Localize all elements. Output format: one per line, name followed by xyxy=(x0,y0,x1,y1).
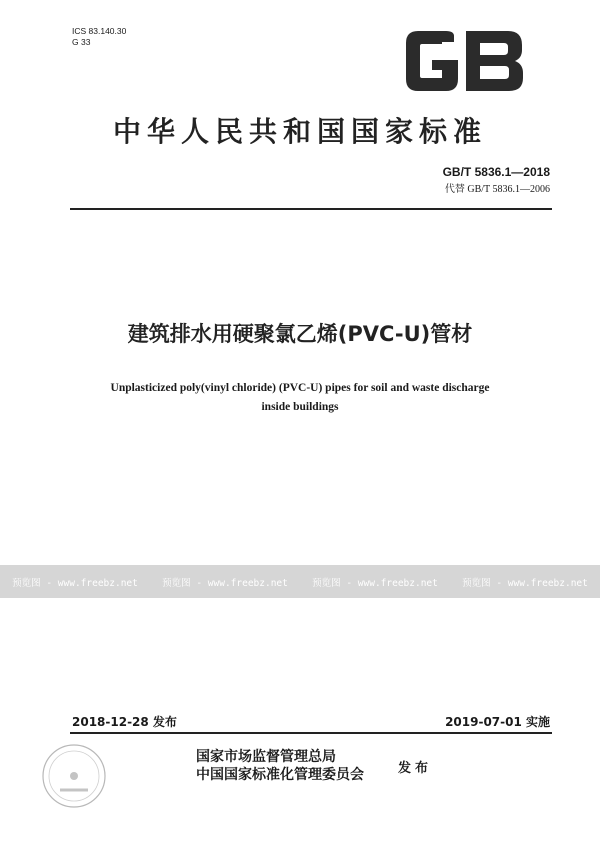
watermark-text: 预览图 - www.freebz.net xyxy=(12,577,138,589)
footer-divider xyxy=(70,732,552,734)
implementation-date: 2019-07-01 实施 xyxy=(445,715,550,729)
watermark-band xyxy=(0,565,600,598)
ccs-code: G 33 xyxy=(72,37,91,47)
replaces-standard: 代替 GB/T 5836.1—2006 xyxy=(444,184,550,195)
issuer-line-1: 国家市场监督管理总局 xyxy=(196,749,336,765)
watermark-text: 预览图 - www.freebz.net xyxy=(312,577,438,589)
chinese-title: 建筑排水用硬聚氯乙烯(PVC-U)管材 xyxy=(127,322,473,346)
issue-date: 2018-12-28 发布 xyxy=(72,715,177,729)
ics-code: ICS 83.140.30 xyxy=(72,26,127,36)
english-title xyxy=(50,379,550,417)
standard-code xyxy=(443,165,550,195)
standard-number: GB/T 5836.1—2018 xyxy=(442,165,550,179)
watermark-text: 预览图 - www.freebz.net xyxy=(462,577,588,589)
watermark-text: 预览图 - www.freebz.net xyxy=(162,577,288,589)
stamp-seal-icon xyxy=(38,740,110,812)
standard-type-heading: 中华人民共和国国家标准 xyxy=(112,115,487,148)
header-divider xyxy=(70,208,552,210)
classification-codes xyxy=(72,26,126,48)
issue-label: 发布 xyxy=(398,761,433,776)
english-title-line-2: inside buildings xyxy=(261,401,339,413)
english-title-line-1: Unplasticized poly(vinyl chloride) (PVC-U) pipes for soil and waste discharge xyxy=(110,382,490,394)
issuer-line-2: 中国国家标准化管理委员会 xyxy=(196,767,364,783)
gb-logo xyxy=(402,28,527,94)
issuing-authorities xyxy=(196,748,364,784)
